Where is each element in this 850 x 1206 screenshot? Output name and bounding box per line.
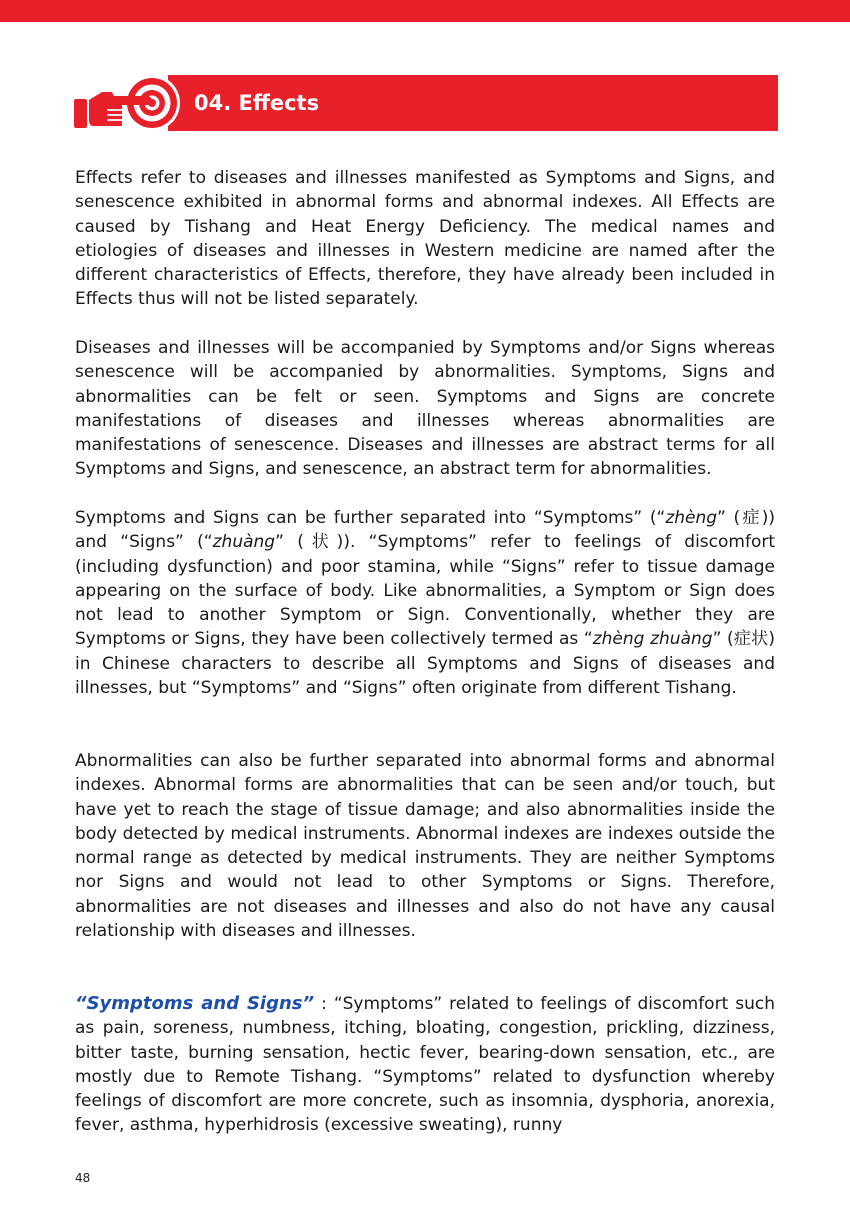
- text-segment: ” (状)). “Symptoms” refer to feelings of discomfort (including dysfunction) and poor stamina, while “Signs” refer to tissue damage appearing on the surface of body. Like abnormalities, a Symptom or Sign does not lead to another Symptom or Sign. Conventionally, whether they are Symptoms or Signs, they have been collectively termed as “: [75, 532, 776, 650]
- hand-pointing-target-icon: [72, 74, 188, 132]
- paragraph-symptoms-and-signs-detail: [75, 992, 775, 1138]
- pinyin-zhuang: zhuàng: [212, 532, 276, 553]
- section-title: 04. Effects: [194, 91, 320, 115]
- pinyin-zheng: zhèng: [665, 508, 718, 528]
- top-accent-bar: [0, 0, 850, 22]
- text-segment: : “Symptoms” related to feelings of discomfort such as pain, soreness, numbness, itching, bloating, congestion, prickling, dizziness, bitter taste, burning sensation, hectic fever, bearing-down sensation, etc., are mostly due to Remote Tishang. “Symptoms” related to dysfunction whereby feelings of discomfort are more concrete, such as insomnia, dysphoria, anorexia, fever, asthma, hyperhidrosis (excessive sweating), runny: [75, 994, 775, 1136]
- paragraph-effects-definition: Effects refer to diseases and illnesses manifested as Symptoms and Signs, and senescence exhibited in abnormal forms and abnormal indexes. All Effects are caused by Tishang and Heat Energy Deficiency. The medical names and etiologies of diseases and illnesses in Western medicine are named after the different characteristics of Effects, therefore, they have already been included in Effects thus will not be listed separately.: [75, 168, 775, 310]
- page-number: 48: [75, 1171, 91, 1185]
- text-segment: Symptoms and Signs can be further separated into “Symptoms” (“: [75, 508, 666, 528]
- paragraph-abnormalities: Abnormalities can also be further separated into abnormal forms and abnormal indexes. Abnormal forms are abnormalities that can be seen and/or touch, but have yet to reach the stage of tissue damage; and also abnormalities inside the body detected by medical instruments. Abnormal indexes are indexes outside the normal range as detected by medical instruments. They are neither Symptoms nor Signs and would not lead to other Symptoms or Signs. Therefore, abnormalities are not diseases and illnesses and also do not have any causal relationship with diseases and illnesses.: [75, 751, 775, 942]
- lead-term-symptoms-and-signs: “Symptoms and Signs”: [75, 993, 315, 1014]
- text-segment: ” (症)) and “Signs” (“: [75, 508, 775, 553]
- paragraph-diseases-senescence: Diseases and illnesses will be accompanied by Symptoms and/or Signs whereas senescence will be accompanied by abnormalities. Symptoms, Signs and abnormalities can be felt or seen. Symptoms and Signs are concrete manifestations of diseases and illnesses whereas abnormalities are manifestations of senescence. Diseases and illnesses are abstract terms for all Symptoms and Signs, and senescence, an abstract term for abnormalities.: [75, 338, 775, 480]
- section-header: [72, 74, 778, 132]
- pinyin-zheng-zhuang: zhèng zhuàng: [592, 629, 713, 650]
- text-segment: ” (症状) in Chinese characters to describe all Symptoms and Signs of diseases and illnesses, but “Symptoms” and “Signs” often originate from different Tishang.: [75, 629, 775, 699]
- paragraph-symptoms-signs: [75, 506, 775, 700]
